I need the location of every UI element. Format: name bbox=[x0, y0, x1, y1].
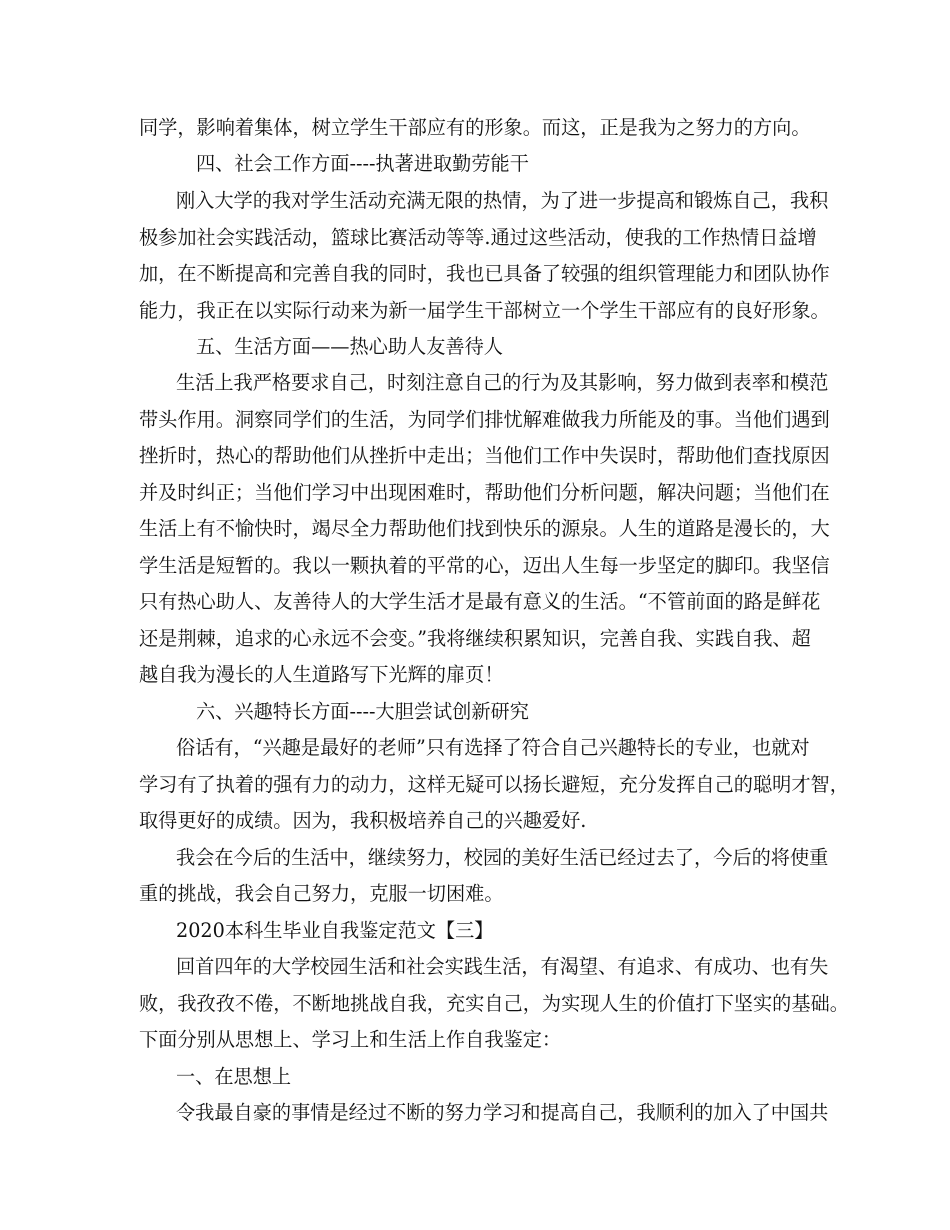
paragraph-line: 回首四年的大学校园生活和社会实践生活，有渴望、有追求、有成功、也有失 bbox=[176, 955, 829, 978]
paragraph-line: 同学，影响着集体，树立学生干部应有的形象。而这，正是我为之努力的方向。 bbox=[139, 116, 811, 139]
paragraph-line: 刚入大学的我对学生活动充满无限的热情，为了进一步提高和锻炼自己，我积 bbox=[176, 189, 829, 212]
paragraph-line: 学生活是短暂的。我以一颗执着的平常的心，迈出人生每一步坚定的脚印。我坚信 bbox=[139, 554, 830, 577]
paragraph-line: 带头作用。洞察同学们的生活，为同学们排忧解难做我力所能及的事。当他们遇到 bbox=[139, 408, 830, 431]
section-heading: 六、兴趣特长方面----大胆尝试创新研究 bbox=[196, 700, 529, 723]
paragraph-line: 越自我为漫长的人生道路写下光辉的扉页！ bbox=[139, 663, 504, 686]
section-heading: 一、在思想上 bbox=[176, 1065, 292, 1088]
paragraph-line: 我会在今后的生活中，继续努力，校园的美好生活已经过去了，今后的将使重 bbox=[176, 846, 829, 869]
paragraph-line: 学习有了执着的强有力的动力，这样无疑可以扬长避短，充分发挥自己的聪明才智， bbox=[139, 773, 849, 796]
paragraph-line: 只有热心助人、友善待人的大学生活才是最有意义的生活。“不管前面的路是鲜花 bbox=[139, 590, 821, 613]
paragraph-line: 能力，我正在以实际行动来为新一届学生干部树立一个学生干部应有的良好形象。 bbox=[139, 299, 830, 322]
section-title: 2020本科生毕业自我鉴定范文【三】 bbox=[176, 919, 494, 942]
paragraph-line: 加，在不断提高和完善自我的同时，我也已具备了较强的组织管理能力和团队协作 bbox=[139, 262, 830, 285]
section-heading: 五、生活方面——热心助人友善待人 bbox=[196, 335, 503, 358]
paragraph-line: 并及时纠正；当他们学习中出现困难时，帮助他们分析问题，解决问题；当他们在 bbox=[139, 481, 830, 504]
paragraph-line: 极参加社会实践活动，篮球比赛活动等等.通过这些活动，使我的工作热情日益增 bbox=[139, 226, 817, 249]
paragraph-line: 下面分别从思想上、学习上和生活上作自我鉴定： bbox=[139, 1028, 562, 1051]
section-heading: 四、社会工作方面----执著进取勤劳能干 bbox=[196, 152, 529, 175]
paragraph-line: 生活上有不愉快时，竭尽全力帮助他们找到快乐的源泉。人生的道路是漫长的，大 bbox=[139, 517, 830, 540]
paragraph-line: 令我最自豪的事情是经过不断的努力学习和提高自己，我顺利的加入了中国共 bbox=[176, 1101, 829, 1124]
paragraph-line: 俗话有，“兴趣是最好的老师”只有选择了符合自己兴趣特长的专业，也就对 bbox=[176, 736, 810, 759]
paragraph-line: 重的挑战，我会自己努力，克服一切困难。 bbox=[139, 882, 504, 905]
paragraph-line: 败，我孜孜不倦，不断地挑战自我，充实自己，为实现人生的价值打下坚实的基础。 bbox=[139, 992, 849, 1015]
paragraph-line: 取得更好的成绩。因为，我积极培养自己的兴趣爱好. bbox=[139, 809, 587, 832]
paragraph-line: 生活上我严格要求自己，时刻注意自己的行为及其影响，努力做到表率和模范 bbox=[176, 371, 829, 394]
paragraph-line: 挫折时，热心的帮助他们从挫折中走出；当他们工作中失误时，帮助他们查找原因 bbox=[139, 444, 830, 467]
paragraph-line: 还是荆棘，追求的心永远不会变。”我将继续积累知识，完善自我、实践自我、超 bbox=[139, 627, 811, 650]
